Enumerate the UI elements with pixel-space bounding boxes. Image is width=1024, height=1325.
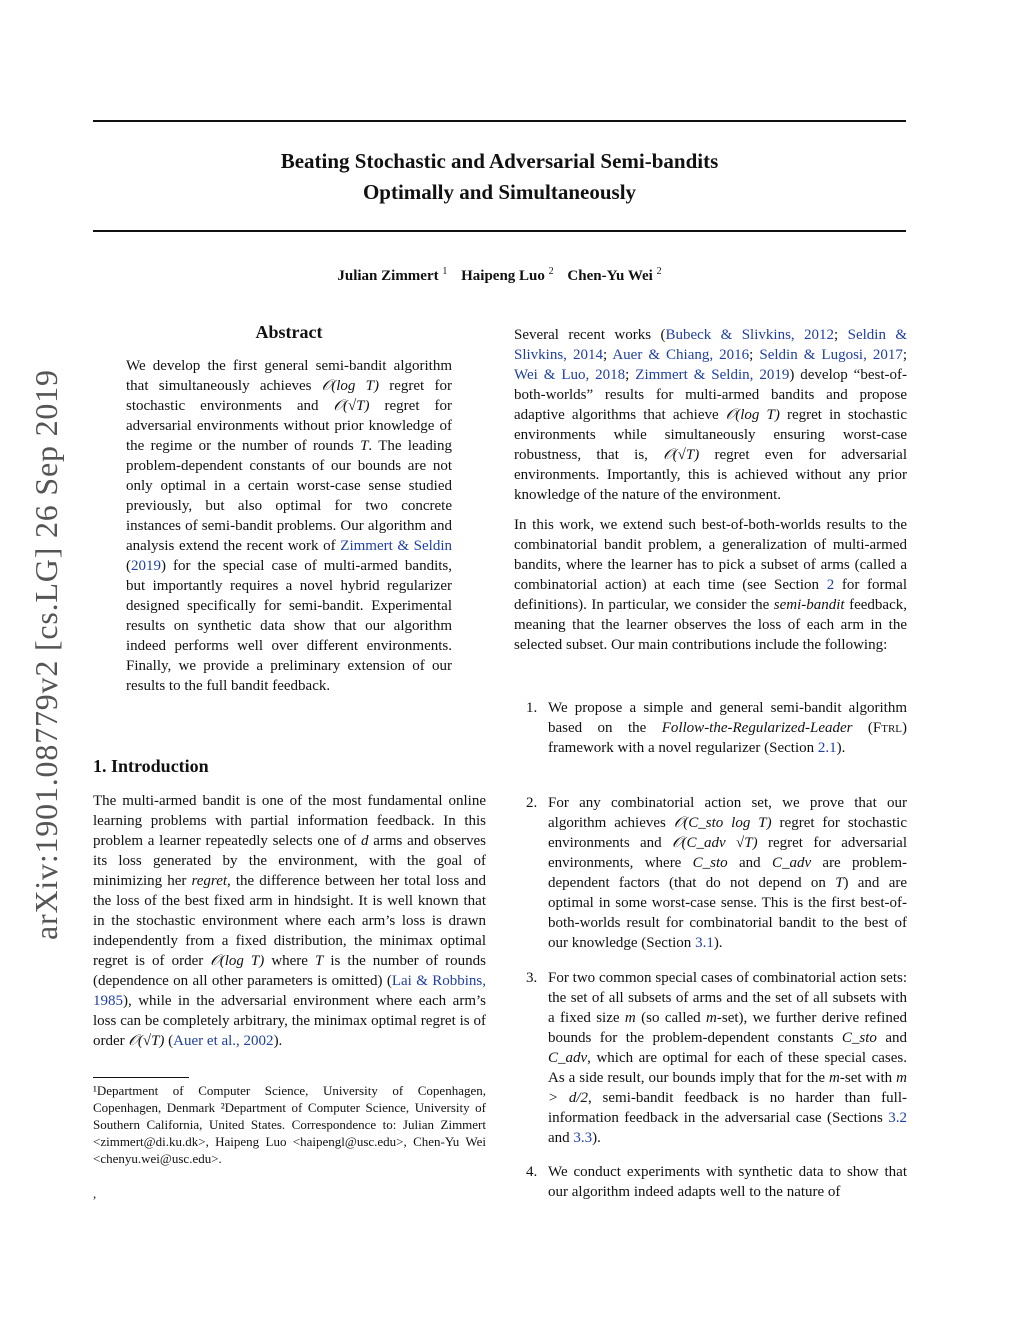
citation-link[interactable]: Seldin & Slivkins, 2014 <box>514 327 908 363</box>
section-ref-link[interactable]: 3.1 <box>695 935 714 951</box>
affiliation-footnote: ¹Department of Computer Science, University of Copenhagen, Copenhagen, Denmark ²Department of Computer Science, University of Southern California, United States. Correspondence to: Julian Zimmert <zimmert@di.ku.dk>, Haipeng Luo <haipengl@usc.edu>, Chen-Yu Wei <chenyu.wei@usc.edu>. <box>93 1083 486 1166</box>
author-1: Julian Zimmert $^1$ <box>337 266 448 284</box>
this-work-paragraph: In this work, we extend such best-of-both-worlds results to the combinatorial bandit problem, a generalization of multi-armed bandits, where the learner has to pick a subset of arms (called a combinatorial action) at each time (see Section 2 for formal definitions). In particular, we consider the semi-bandit feedback, meaning that the learner observes the loss of each arm in the selected subset. Our main contributions include the following: <box>514 517 907 653</box>
paper-title <box>93 146 906 208</box>
title-line-2: Optimally and Simultaneously <box>362 180 637 204</box>
related-work-paragraph: Several recent works (Bubeck & Slivkins, 2012; Seldin & Slivkins, 2014; Auer & Chiang, 2016; Seldin & Lugosi, 2017; Wei & Luo, 2018; Zimmert & Seldin, 2019) develop “best-of-both-worlds” results for multi-armed bandits and propose adaptive algorithms that achieve 𝒪(log T) regret in stochastic environments while simultaneously ensuring worst-case robustness, that is, 𝒪(√T) regret even for adversarial environments. Importantly, this is achieved without any prior knowledge of the nature of the environment. <box>514 327 908 503</box>
title-bottom-rule <box>93 230 906 232</box>
section-ref-link[interactable]: 2 <box>826 577 835 593</box>
citation-link[interactable]: Auer & Chiang, 2016 <box>612 347 750 363</box>
section-ref-link[interactable]: 3.2 <box>888 1110 907 1126</box>
author-list <box>93 266 906 285</box>
section-ref-link[interactable]: 2.1 <box>817 740 837 756</box>
citation-link[interactable]: Bubeck & Slivkins, 2012 <box>665 327 835 343</box>
citation-link[interactable]: Wei & Luo, 2018 <box>514 367 626 383</box>
introduction-paragraph: The multi-armed bandit is one of the most fundamental online learning problems with partial information feedback. In this problem a learner repeatedly selects one of d arms and observes its loss generated by the environment, with the goal of minimizing her regret, the difference between her total loss and the loss of the best fixed arm in hindsight. It is well known that in the stochastic environment where each arm’s loss is drawn independently from a fixed distribution, the minimax optimal regret is of order 𝒪(log T) where T is the number of rounds (dependence on all other parameters is omitted) (Lai & Robbins, 1985), while in the adversarial environment where each arm’s loss can be completely arbitrary, the minimax optimal regret is of order 𝒪(√T) (Auer et al., 2002). <box>93 793 487 1049</box>
citation-link[interactable]: Zimmert & Seldin <box>340 538 452 554</box>
citation-link[interactable]: Auer et al., 2002 <box>173 1033 274 1049</box>
title-line-1: Beating Stochastic and Adversarial Semi-bandits <box>280 149 719 173</box>
author-2: Haipeng Luo $^2$ <box>461 266 554 284</box>
citation-link[interactable]: Lai & Robbins, 1985 <box>93 973 486 1009</box>
citation-year-link[interactable]: 2019 <box>131 558 161 574</box>
arxiv-stamp: arXiv:1901.08779v2 [cs.LG] 26 Sep 2019 <box>28 369 64 940</box>
footnote-rule <box>93 1077 189 1078</box>
section-ref-link[interactable]: 3.3 <box>573 1130 593 1146</box>
abstract-body: We develop the first general semi-bandit algorithm that simultaneously achieves 𝒪(log T) regret for stochastic environments and 𝒪(√T) regret for adversarial environments without prior knowledge of the regime or the number of rounds T. The leading problem-dependent constants of our bounds are not only optimal in a certain worst-case sense studied previously, but also optimal for two concrete instances of semi-bandit problems. Our algorithm and analysis extend the recent work of Zimmert & Seldin (2019) for the special case of multi-armed bandits, but importantly requires a novel hybrid regularizer designed specifically for semi-bandit. Experimental results on synthetic data show that our algorithm indeed performs well over different environments. Finally, we provide a preliminary extension of our results to the full bandit feedback. <box>126 358 452 694</box>
author-3: Chen-Yu Wei $^2$ <box>567 266 662 284</box>
contribution-item-4: 4. We conduct experiments with synthetic data to show that our algorithm indeed adapts well to the nature of <box>526 1164 907 1200</box>
section-heading-introduction: 1. Introduction <box>93 756 209 776</box>
abstract-heading: Abstract <box>255 322 323 342</box>
contribution-item-3: 3. For two common special cases of combinatorial action sets: the set of all subsets of arms and the set of all subsets with a fixed size m (so called m-set), we further derive refined bounds for the problem-dependent constants C_sto and C_adv, which are optimal for each of these special cases. As a side result, our bounds imply that for the m-set with m > d/2, semi-bandit feedback is no harder than full-information feedback in the adversarial case (Sections 3.2 and 3.3). <box>526 970 908 1146</box>
contribution-item-1: 1. We propose a simple and general semi-bandit algorithm based on the Follow-the-Regularized-Leader (Ftrl) framework with a novel regularizer (Section 2.1). <box>526 700 908 756</box>
top-rule <box>93 120 906 122</box>
citation-link[interactable]: Seldin & Lugosi, 2017 <box>759 347 903 363</box>
citation-link[interactable]: Zimmert & Seldin, 2019 <box>635 367 790 383</box>
footnote-trailer: , <box>93 1186 97 1201</box>
contribution-item-2: 2. For any combinatorial action set, we prove that our algorithm achieves 𝒪(C_sto log T) regret for stochastic environments and 𝒪(C_adv √T) regret for adversarial environments, where C_sto and C_adv are problem-dependent factors (that do not depend on T) and are optimal in some worst-case sense. This is the first best-of-both-worlds result for combinatorial bandit to the best of our knowledge (Section 3.1). <box>526 795 908 951</box>
